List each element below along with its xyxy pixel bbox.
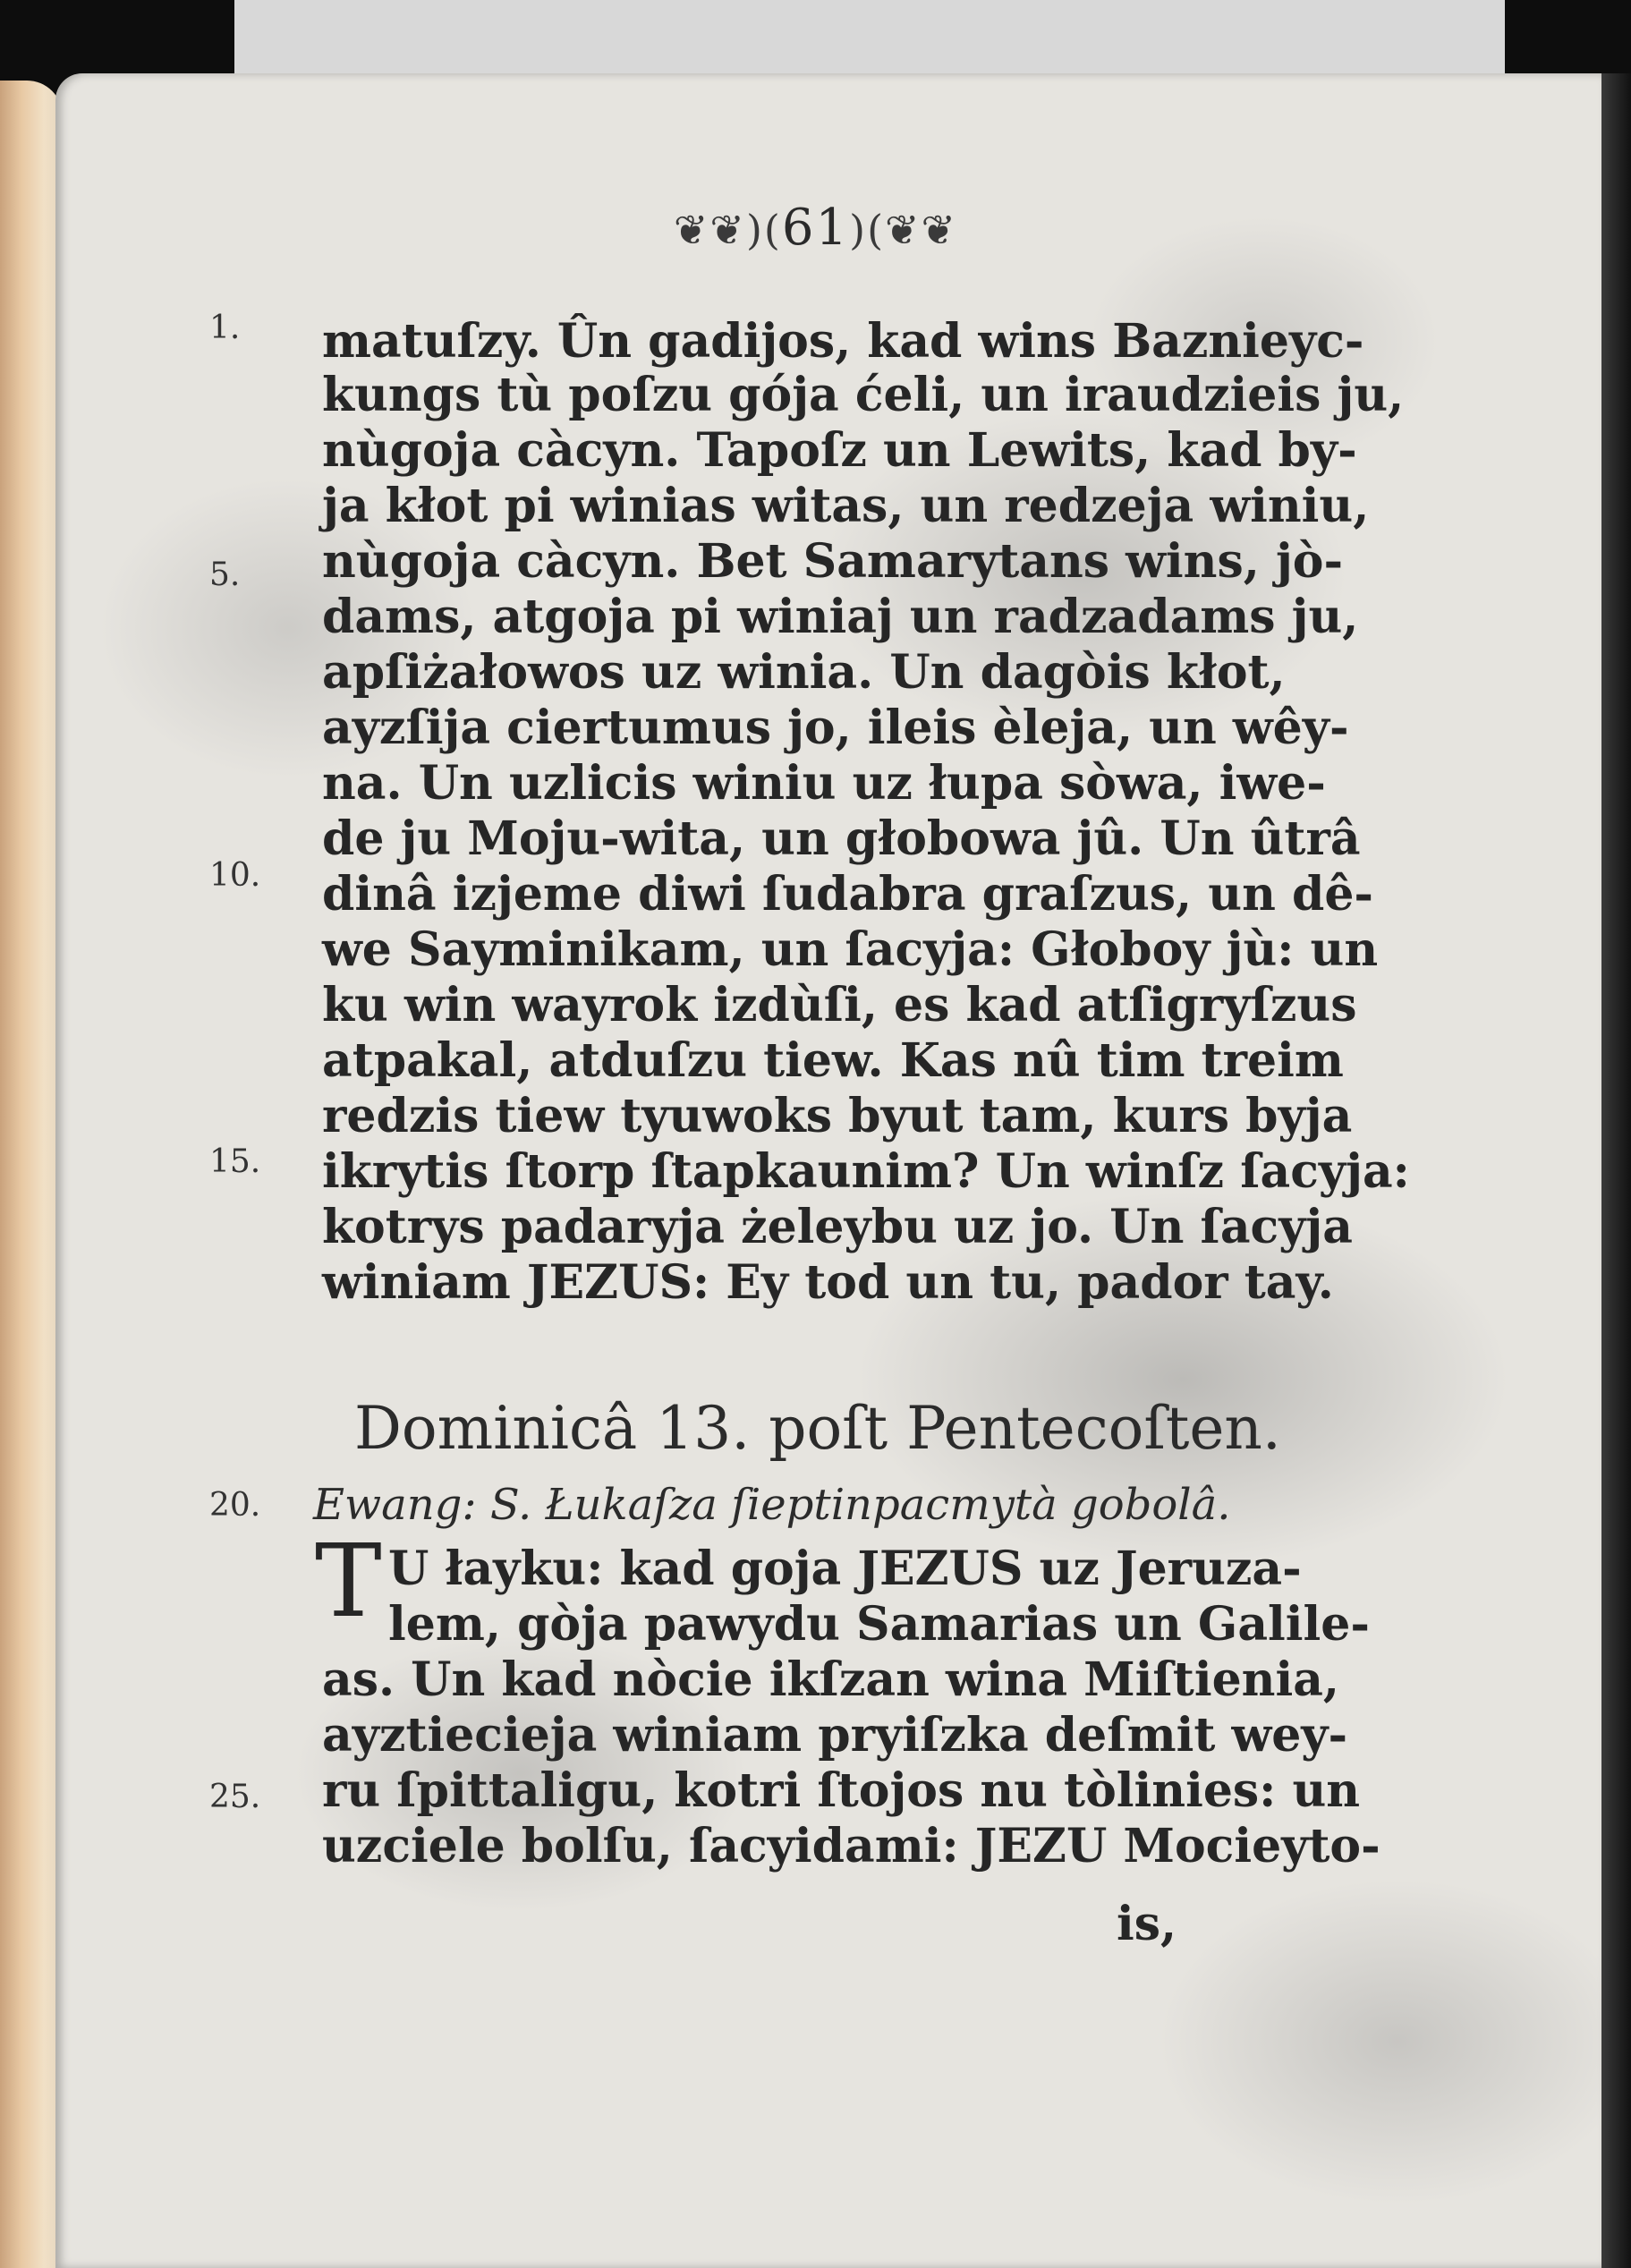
line-number: 20.: [209, 1487, 261, 1524]
line-number: 15.: [209, 1143, 261, 1180]
text-line: redzis tiew tyuwoks byut tam, kurs byja: [322, 1089, 1353, 1143]
line-number: 1.: [209, 310, 241, 346]
text-line: uzciele bolſu, ſacyidami: JEZU Mocieyto-: [322, 1819, 1380, 1873]
text-line: dams, atgoja pi winiaj un radzadams ju,: [322, 590, 1359, 644]
text-line: matuſzy. Ûn gadijos, kad wins Baznieyc-: [322, 314, 1364, 369]
ornament-right: )(❦❦: [849, 206, 958, 254]
text-line: kungs tù poſzu gója ćeli, un iraudzieis ju,: [322, 368, 1405, 422]
gospel-caption: Ewang: S. Łukaſza ſieptinpacmytà gobolâ.: [313, 1480, 1231, 1530]
text-line: dinâ izjeme diwi ſudabra graſzus, un dê-: [322, 867, 1374, 922]
text-line: de ju Moju-wita, un głobowa jû. Un ûtrâ: [322, 811, 1361, 866]
text-line: ru ſpittaligu, kotri ſtojos nu tòlinies: un: [322, 1763, 1361, 1818]
line-number: 10.: [209, 857, 261, 894]
page-number: 61: [781, 199, 850, 257]
text-line: as. Un kad nòcie ikſzan wina Miſtienia,: [322, 1652, 1340, 1707]
text-line: na. Un uzlicis winiu uz łupa sòwa, iwe-: [322, 756, 1326, 811]
text-line: apſiżałowos uz winia. Un dagòis kłot,: [322, 645, 1286, 700]
left-page-edge: [0, 81, 63, 2268]
text-line: ikrytis ſtorp ſtapkaunim? Un winſz ſacyja:: [322, 1144, 1410, 1199]
text-line: U łayku: kad goja JEZUS uz Jeruza-: [388, 1542, 1302, 1596]
text-line: we Sayminikam, un ſacyja: Głoboy jù: un: [322, 922, 1379, 977]
text-line: nùgoja càcyn. Tapoſz un Lewits, kad by-: [322, 423, 1357, 478]
page-header: [0, 199, 1631, 257]
catchword: is,: [1117, 1897, 1177, 1951]
text-line: atpakal, atduſzu tiew. Kas nû tim treim: [322, 1033, 1344, 1088]
line-number: 5.: [209, 556, 241, 593]
text-line: ku win wayrok izdùſi, es kad atſigryſzus: [322, 978, 1357, 1032]
text-line: ayztiecieja winiam pryiſzka deſmit wey-: [322, 1708, 1348, 1763]
right-page-edge: [1601, 73, 1631, 2268]
text-line: ja kłot pi winias witas, un redzeja winiu,: [322, 479, 1370, 533]
text-line: kotrys padaryja żeleybu uz jo. Un ſacyja: [322, 1200, 1353, 1254]
text-line: winiam JEZUS: Ey tod un tu, pador tay.: [322, 1255, 1334, 1310]
text-line: ayzſija ciertumus jo, ileis èleja, un wêy-: [322, 701, 1349, 755]
ornament-left: ❦❦)(: [673, 206, 782, 254]
section-heading: Dominicâ 13. poſt Pentecoſten.: [354, 1394, 1281, 1463]
drop-cap: T: [315, 1524, 382, 1640]
text-line: nùgoja càcyn. Bet Samarytans wins, jò-: [322, 534, 1344, 589]
text-line: lem, gòja pawydu Samarias un Galile-: [388, 1597, 1370, 1652]
line-number: 25.: [209, 1779, 261, 1815]
